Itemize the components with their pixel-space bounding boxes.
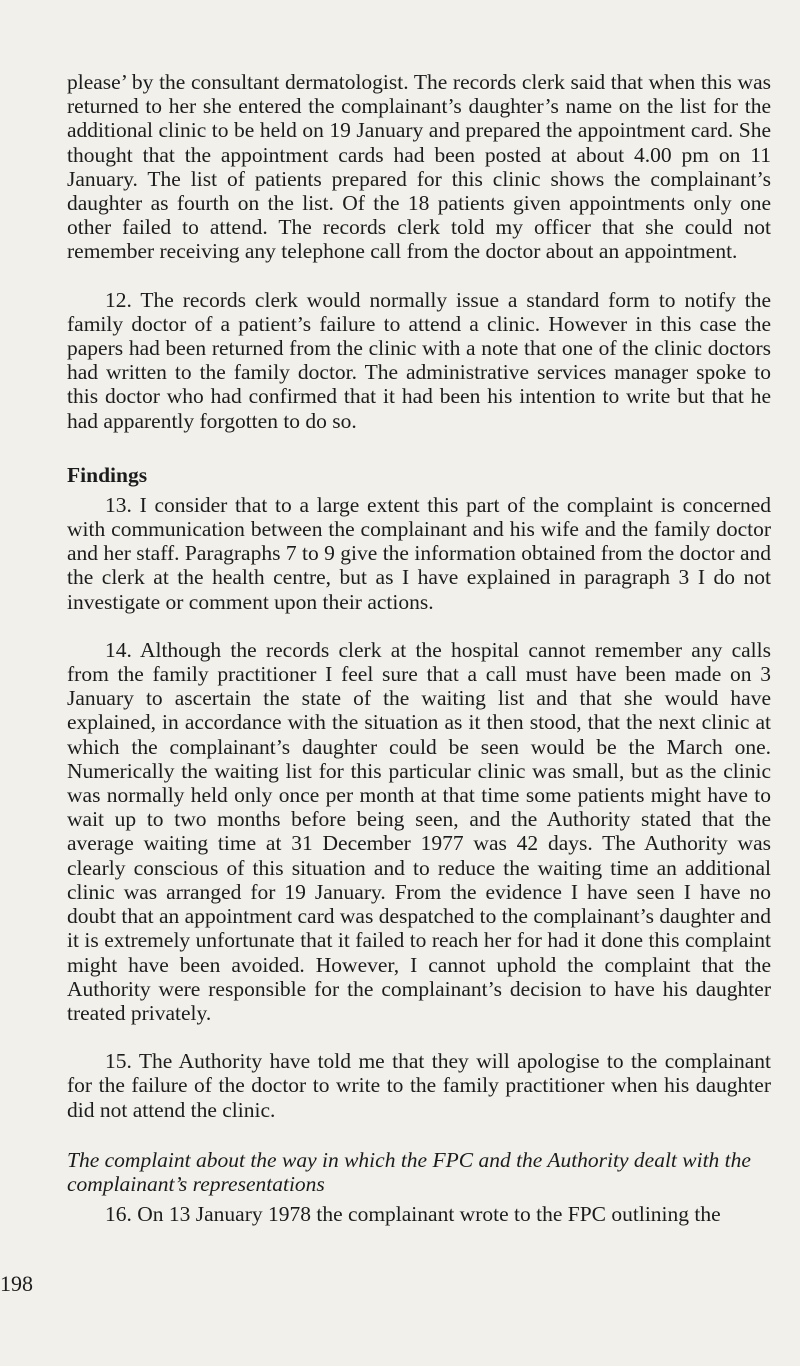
paragraph-13: 13. I consider that to a large extent this part of the complaint is concerned with communication between the complainant and his wife and the family doctor and her staff. Paragraphs 7 to 9 give the information obtained from the doctor and the clerk at the health centre, but as I have explained in paragraph 3 I do not investigate or comment upon their actions. (67, 492, 771, 614)
page-number: 198 (0, 1271, 33, 1296)
paragraph-12: 12. The records clerk would normally issue a standard form to notify the family doctor of a patient’s failure to attend a clinic. However in this case the papers had been returned from the clinic with a note that one of the clinic doctors had written to the family doctor. The administrative services manager spoke to this doctor who had confirmed that it had been his intention to write but that he had apparently forgotten to do so. (67, 287, 771, 433)
paragraph-14: 14. Although the records clerk at the hospital cannot remember any calls from the family practitioner I feel sure that a call must have been made on 3 January to ascertain the state of the waiting list and that she would have explained, in accordance with the situation as it then stood, that the next clinic at which the complainant’s daughter could be seen would be the March one. Numerically the waiting list for this particular clinic was small, but as the clinic was normally held only once per month at that time some patients might have to wait up to two months before being seen, and the Authority stated that the average waiting time at 31 December 1977 was 42 days. The Authority was clearly conscious of this situation and to reduce the waiting time an additional clinic was arranged for 19 January. From the evidence I have seen I have no doubt that an appointment card was despatched to the complainant’s daughter and it is extremely unfortunate that it failed to reach her for had it done this complaint might have been avoided. However, I cannot uphold the complaint that the Authority were responsible for the complainant’s decision to have his daughter treated privately. (67, 637, 771, 1025)
section-heading-complaint: The complaint about the way in which the FPC and the Authority dealt with the complainant’s representations (67, 1147, 751, 1196)
document-page (67, 70, 771, 1226)
section-heading-findings: Findings (67, 462, 148, 487)
paragraph-15: 15. The Authority have told me that they will apologise to the complainant for the failure of the doctor to write to the family practitioner when his daughter did not attend the clinic. (67, 1049, 771, 1122)
paragraph-16: 16. On 13 January 1978 the complainant wrote to the FPC outlining the (105, 1202, 721, 1227)
paragraph-continued: please’ by the consultant dermatologist. The records clerk said that when this was returned to her she entered the complainant’s daughter’s name on the list for the additional clinic to be held on 19 January and prepared the appointment card. She thought that the appointment cards had been posted at about 4.00 pm on 11 January. The list of patients prepared for this clinic shows the complainant’s daughter as fourth on the list. Of the 18 patients given appointments only one other failed to attend. The records clerk told my officer that she could not remember receiving any telephone call from the doctor about an appointment. (67, 70, 771, 264)
